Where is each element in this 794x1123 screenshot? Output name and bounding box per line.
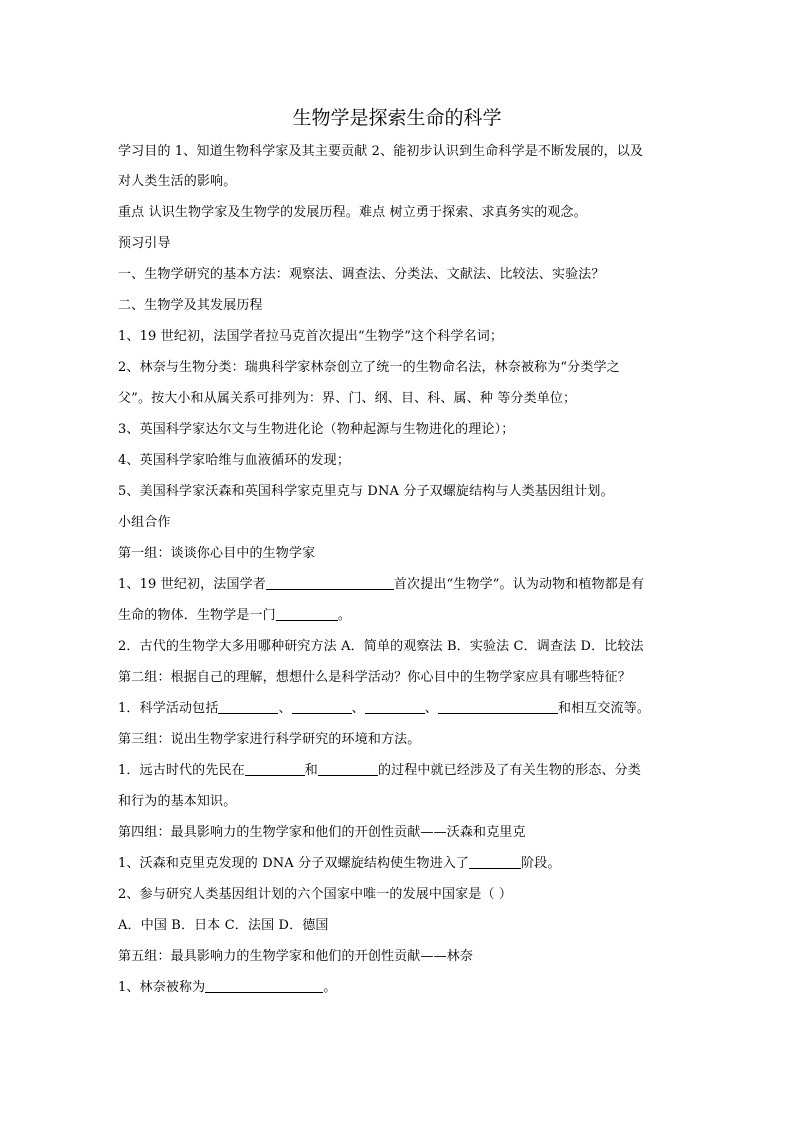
group-5-heading: 第五组：最具影响力的生物学家和他们的开创性贡献——林奈 [118, 949, 474, 964]
question-text: 1．科学活动包括 [118, 701, 219, 716]
group-4-question-2: 2、参与研究人类基因组计划的六个国家中唯一的发展中国家是（ ） [118, 887, 513, 902]
separator: 、 [351, 701, 365, 716]
section-1-methods: 一、生物学研究的基本方法：观察法、调查法、分类法、文献法、比较法、实验法？ [118, 267, 605, 282]
history-item-1: 1、19 世纪初，法国学者拉马克首次提出“生物学”这个科学名词； [118, 329, 504, 344]
question-text: 和相互交流等。 [557, 701, 651, 716]
group-1-question-1-line-2 [118, 606, 678, 626]
answer-blank[interactable] [292, 699, 352, 714]
question-text: 1、19 世纪初，法国学者 [118, 577, 266, 592]
section-2-heading: 二、生物学及其发展历程 [118, 298, 263, 313]
answer-blank[interactable] [318, 761, 378, 776]
separator: 、 [278, 701, 292, 716]
question-text: 和 [304, 763, 318, 778]
learning-objectives-line-1: 学习目的 1、知道生物科学家及其主要贡献 2、能初步认识到生命科学是不断发展的，以及 [118, 144, 644, 159]
question-text: 。 [323, 980, 337, 995]
group-5-question-1 [118, 978, 678, 998]
answer-blank[interactable] [276, 606, 338, 621]
history-item-5: 5、美国科学家沃森和英国科学家克里克与 DNA 分子双螺旋结构与人类基因组计划。 [118, 484, 614, 499]
group-1-question-1-line-1 [118, 575, 678, 595]
group-4-heading: 第四组：最具影响力的生物学家和他们的开创性贡献——沃森和克里克 [118, 825, 526, 840]
question-text: 。 [337, 608, 351, 623]
question-text: 首次提出“生物学”。认为动物和植物都是有 [393, 577, 645, 592]
answer-blank[interactable] [365, 699, 425, 714]
answer-blank[interactable] [245, 761, 305, 776]
group-4-question-2-options: A．中国 B．日本 C．法国 D．德国 [118, 918, 329, 933]
question-text: 生命的物体．生物学是一门 [118, 608, 276, 623]
question-text: 阶段。 [521, 856, 561, 871]
answer-blank[interactable] [266, 575, 394, 590]
question-text: 1、林奈被称为 [118, 980, 206, 995]
group-work-heading: 小组合作 [118, 515, 171, 530]
group-3-question-1-line-2: 和行为的基本知识。 [118, 794, 237, 809]
answer-blank[interactable] [438, 699, 558, 714]
group-3-heading: 第三组：说出生物学家进行科学研究的环境和方法。 [118, 732, 421, 747]
history-item-3: 3、英国科学家达尔文与生物进化论（物种起源与生物进化的理论）； [118, 422, 515, 437]
history-item-2-line-1: 2、林奈与生物分类：瑞典科学家林奈创立了统一的生物命名法，林奈被称为“分类学之 [118, 360, 620, 375]
answer-blank[interactable] [205, 978, 323, 993]
group-1-heading: 第一组：谈谈你心目中的生物学家 [118, 546, 316, 561]
answer-blank[interactable] [469, 854, 521, 869]
key-points-line: 重点 认识生物学家及生物学的发展历程。难点 树立勇于探索、求真务实的观念。 [118, 205, 587, 220]
answer-blank[interactable] [218, 699, 278, 714]
history-item-4: 4、英国科学家哈维与血液循环的发现； [118, 453, 350, 468]
preview-guide-heading: 预习引导 [118, 236, 171, 251]
group-2-heading: 第二组：根据自己的理解，想想什么是科学活动？你心目中的生物学家应具有哪些特征？ [118, 670, 631, 685]
group-3-question-1-line-1 [118, 761, 678, 781]
learning-objectives-line-2: 对人类生活的影响。 [118, 174, 237, 189]
group-1-question-2: 2．古代的生物学大多用哪种研究方法 A．简单的观察法 B．实验法 C．调查法 D．比较法 [118, 639, 644, 654]
document-title: 生物学是探索生命的科学 [292, 107, 502, 129]
group-2-question-1 [118, 699, 678, 719]
history-item-2-line-2: 父”。按大小和从属关系可排列为：界、门、纲、目、科、属、种 等分类单位； [118, 391, 577, 406]
group-4-question-1 [118, 854, 678, 874]
separator: 、 [424, 701, 438, 716]
question-text: 1、沃森和克里克发现的 DNA 分子双螺旋结构使生物进入了 [118, 856, 470, 871]
question-text: 1．远古时代的先民在 [118, 763, 245, 778]
question-text: 的过程中就已经涉及了有关生物的形态、分类 [377, 763, 641, 778]
